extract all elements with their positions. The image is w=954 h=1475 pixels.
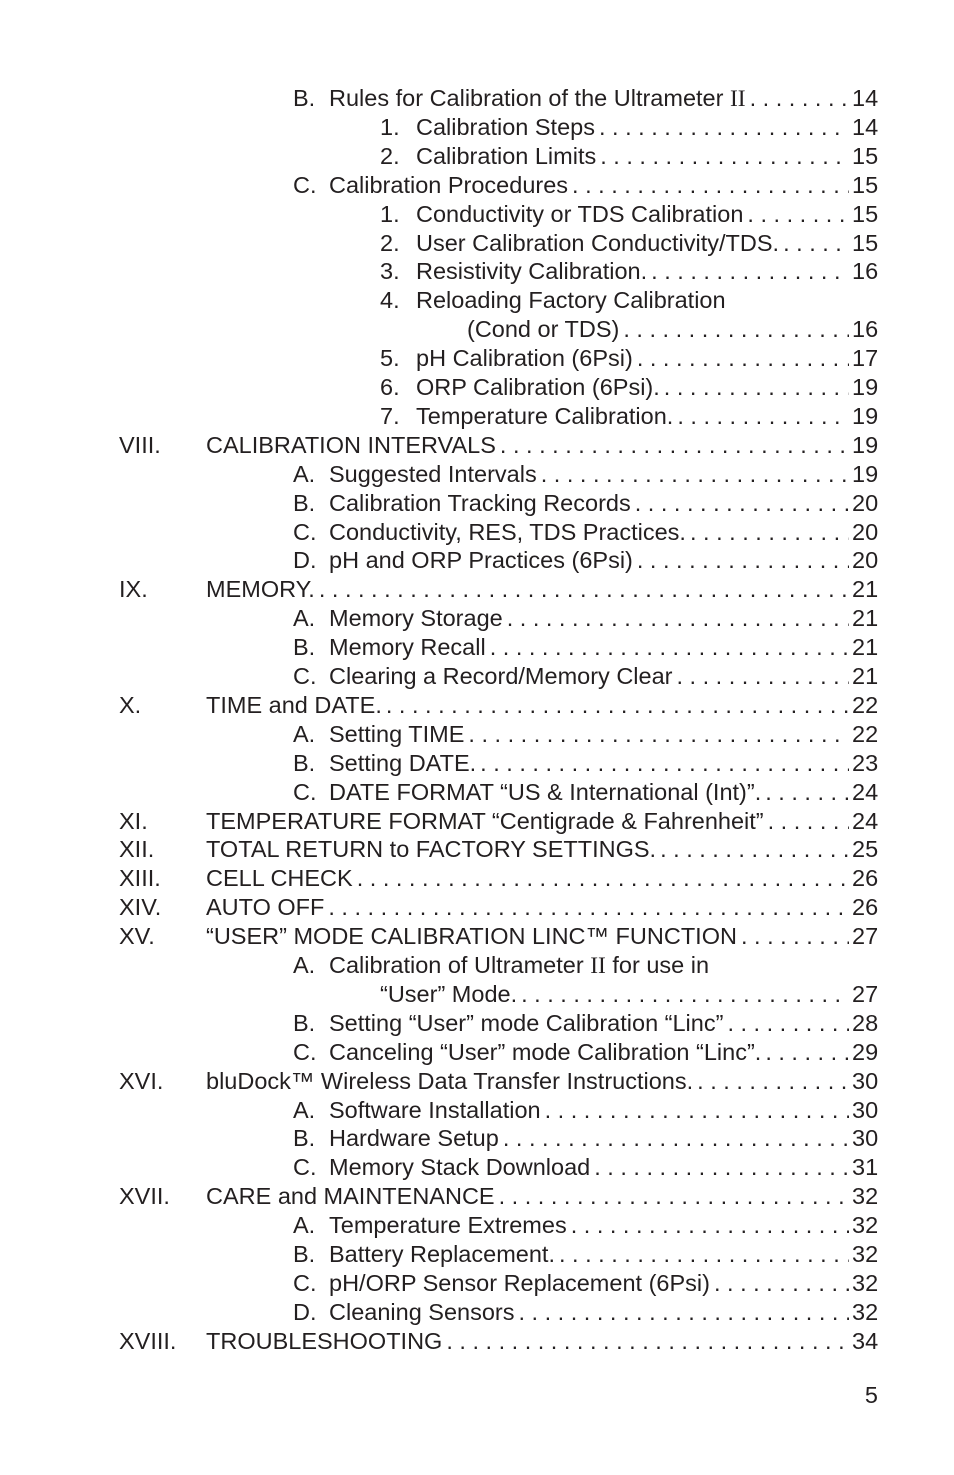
toc-entry-page: 20 — [852, 489, 879, 516]
dot-leader — [594, 1153, 849, 1182]
toc-entry-page: 27 — [852, 923, 879, 950]
toc-entry-title: Clearing a Record/Memory Clear — [329, 663, 673, 689]
dot-leader — [637, 344, 849, 373]
toc-entry-page: 25 — [852, 836, 879, 863]
toc-entry-title: CARE and MAINTENANCE — [206, 1183, 495, 1210]
toc-entry-number: A. — [293, 952, 316, 978]
toc-entry-page: 32 — [852, 1183, 879, 1210]
toc-entry[interactable] — [329, 1124, 878, 1153]
toc-entry-title: Calibration of Ultrameter II for use in — [329, 952, 710, 979]
toc-entry-number: B. — [293, 1009, 316, 1036]
toc-entry[interactable] — [416, 229, 878, 258]
toc-entry[interactable] — [329, 1211, 878, 1240]
toc-entry-number: VIII. — [119, 431, 161, 458]
toc-entry[interactable] — [329, 720, 878, 749]
toc-entry[interactable] — [329, 518, 878, 547]
dot-leader — [623, 315, 849, 344]
toc-entry[interactable] — [416, 200, 878, 229]
toc-entry-page: 24 — [852, 807, 879, 834]
toc-entry-number: XIV. — [119, 894, 162, 921]
toc-entry-page: 28 — [852, 1009, 879, 1036]
toc-entry-number: XII. — [119, 836, 155, 863]
dot-leader — [599, 113, 849, 142]
toc-entry[interactable] — [380, 980, 878, 1009]
toc-entry[interactable] — [329, 1009, 878, 1038]
page-number: 5 — [864, 1382, 878, 1408]
dot-leader — [676, 662, 849, 691]
dot-leader — [319, 575, 849, 604]
toc-entry-title: Calibration Procedures — [329, 171, 569, 198]
toc-entry[interactable] — [416, 344, 878, 373]
toc-entry-title: Calibration Tracking Records — [329, 489, 631, 516]
toc-entry-number: XVI. — [119, 1067, 164, 1094]
dot-leader — [651, 257, 849, 286]
toc-entry[interactable] — [206, 691, 878, 720]
toc-entry-title: “USER” MODE CALIBRATION LINC™ FUNCTION — [206, 923, 737, 950]
toc-entry-page: 24 — [852, 778, 879, 805]
toc-entry-page: 34 — [852, 1327, 879, 1354]
dot-leader — [499, 1182, 849, 1211]
toc-entry-number: A. — [293, 1096, 316, 1123]
toc-entry-title: Calibration Limits — [416, 142, 597, 169]
toc-entry-title: TOTAL RETURN to FACTORY SETTINGS. — [206, 836, 657, 863]
dot-leader — [572, 171, 849, 200]
toc-entry-number: XV. — [119, 923, 155, 950]
toc-entry-number: A. — [293, 605, 316, 632]
toc-entry[interactable] — [206, 1327, 878, 1356]
toc-entry-page: 14 — [852, 113, 879, 140]
toc-entry-number: C. — [293, 1038, 317, 1065]
toc-entry-title: Conductivity, RES, TDS Practices. — [329, 518, 686, 545]
toc-entry-number: C. — [293, 171, 317, 198]
toc-entry-number: B. — [293, 85, 316, 111]
dot-leader — [768, 807, 849, 836]
toc-entry-page: 15 — [852, 200, 879, 227]
toc-entry-number: XIII. — [119, 865, 161, 892]
dot-leader — [697, 1067, 849, 1096]
toc-entry-page: 16 — [852, 258, 879, 285]
toc-entry-number: 6. — [380, 374, 400, 400]
toc-entry[interactable] — [329, 633, 878, 662]
toc-entry-number: D. — [293, 547, 317, 574]
toc-entry[interactable] — [329, 1153, 878, 1182]
toc-entry-number: 7. — [380, 402, 400, 429]
toc-entry-page: 20 — [852, 547, 879, 574]
dot-leader — [765, 778, 849, 807]
toc-entry-page: 26 — [852, 865, 879, 892]
dot-leader — [637, 546, 849, 575]
toc-entry[interactable] — [206, 807, 878, 836]
toc-entry-number: XI. — [119, 807, 148, 834]
toc-entry-number: B. — [293, 634, 316, 661]
toc-entry[interactable] — [329, 1096, 878, 1125]
dot-leader — [664, 373, 849, 402]
toc-entry[interactable] — [329, 460, 878, 489]
toc-entry-title: pH and ORP Practices (6Psi) — [329, 547, 633, 574]
dot-leader — [519, 1298, 850, 1327]
toc-entry-title: Software Installation — [329, 1096, 541, 1123]
toc-entry-page: 17 — [852, 345, 879, 372]
toc-entry-number: B. — [293, 749, 316, 776]
toc-entry-number: D. — [293, 1298, 317, 1325]
dot-leader — [635, 489, 849, 518]
toc-entry-title: Temperature Extremes — [329, 1212, 567, 1239]
dot-leader — [765, 1038, 849, 1067]
toc-entry[interactable] — [329, 546, 878, 575]
toc-entry-page: 19 — [852, 460, 879, 487]
toc-entry-number: 2. — [380, 142, 400, 169]
toc-entry-title: Setting TIME — [329, 720, 465, 747]
toc-entry-title: TIME and DATE. — [206, 691, 382, 718]
dot-leader — [727, 1009, 849, 1038]
toc-entry-number: B. — [293, 1241, 316, 1267]
dot-leader — [541, 460, 849, 489]
toc-entry[interactable] — [416, 373, 878, 402]
toc-entry-title: Temperature Calibration. — [416, 402, 674, 429]
toc-entry-title: Memory Storage — [329, 605, 503, 632]
toc-entry-title: Cleaning Sensors — [329, 1298, 515, 1325]
toc-entry-title: “User” Mode. — [380, 980, 518, 1007]
toc-entry-number: 3. — [380, 258, 400, 285]
toc-entry[interactable] — [206, 922, 878, 951]
toc-entry[interactable] — [206, 431, 878, 460]
dot-leader — [507, 604, 849, 633]
toc-entry[interactable] — [206, 835, 878, 864]
toc-entry-number: 2. — [380, 229, 400, 256]
toc-entry-title: Hardware Setup — [329, 1125, 499, 1152]
toc-entry-page: 16 — [852, 316, 879, 343]
toc-entry-title: CELL CHECK — [206, 865, 353, 892]
toc-entry-title: pH Calibration (6Psi) — [416, 345, 633, 372]
dot-leader — [503, 1124, 849, 1153]
toc-entry[interactable] — [206, 1067, 878, 1096]
toc-entry-number: IX. — [119, 576, 148, 603]
toc-entry-number: C. — [293, 1269, 317, 1296]
toc-entry-title: Conductivity or TDS Calibration — [416, 200, 744, 227]
toc-entry[interactable] — [416, 286, 878, 315]
toc-entry-number: B. — [293, 1125, 316, 1152]
dot-leader — [690, 518, 849, 547]
toc-entry-page: 32 — [852, 1298, 879, 1325]
toc-entry-title: Rules for Calibration of the Ultrameter II — [329, 85, 746, 112]
toc-entry-title: pH/ORP Sensor Replacement (6Psi) — [329, 1269, 710, 1296]
toc-entry-page: 32 — [852, 1212, 879, 1239]
toc-entry-page: 21 — [852, 605, 879, 632]
toc-entry[interactable] — [206, 575, 878, 604]
toc-entry-number: XVII. — [119, 1183, 170, 1210]
dot-leader — [714, 1269, 849, 1298]
toc-entry-page: 22 — [852, 691, 879, 718]
toc-entry-title: CALIBRATION INTERVALS — [206, 431, 496, 458]
toc-entry[interactable] — [329, 778, 878, 807]
toc-entry-page: 14 — [852, 85, 879, 111]
toc-entry-page: 19 — [852, 402, 879, 429]
dot-leader — [750, 84, 849, 113]
dot-leader — [600, 142, 849, 171]
toc-entry-page: 21 — [852, 576, 879, 603]
toc-entry-page: 21 — [852, 634, 879, 661]
dot-leader — [490, 633, 849, 662]
toc-entry[interactable] — [329, 604, 878, 633]
dot-leader — [521, 980, 849, 1009]
dot-leader — [357, 864, 849, 893]
toc-entry-number: C. — [293, 778, 317, 805]
toc-entry-number: A. — [293, 1212, 316, 1239]
dot-leader — [677, 402, 849, 431]
dot-leader — [660, 835, 849, 864]
toc-entry-title: Setting DATE. — [329, 749, 477, 776]
dot-leader — [480, 749, 849, 778]
toc-entry-number: A. — [293, 460, 316, 487]
toc-entry-page: 31 — [852, 1154, 879, 1181]
toc-entry[interactable] — [416, 113, 878, 142]
toc-entry[interactable] — [206, 1182, 878, 1211]
toc-entry-title: Memory Recall — [329, 634, 486, 661]
toc-entry-page: 30 — [852, 1125, 879, 1152]
toc-entry-page: 27 — [852, 980, 879, 1007]
toc-entry[interactable] — [416, 402, 878, 431]
toc-entry-number: A. — [293, 720, 316, 747]
toc-entry[interactable] — [329, 489, 878, 518]
toc-entry-title: TROUBLESHOOTING — [206, 1327, 443, 1354]
toc-entry-title: Reloading Factory Calibration — [416, 287, 726, 314]
dot-leader — [747, 200, 849, 229]
toc-entry-title: (Cond or TDS) — [467, 316, 620, 343]
toc-entry[interactable] — [329, 951, 878, 980]
dot-leader — [386, 691, 849, 720]
toc-entry-page: 32 — [852, 1241, 879, 1267]
toc-entry-number: X. — [119, 691, 142, 718]
dot-leader — [741, 922, 849, 951]
toc-entry-title: TEMPERATURE FORMAT “Centigrade & Fahrenheit” — [206, 807, 764, 834]
dot-leader — [468, 720, 849, 749]
toc-entry-number: C. — [293, 518, 317, 545]
toc-entry-title: ORP Calibration (6Psi). — [416, 374, 660, 400]
dot-leader — [500, 431, 849, 460]
toc-entry-page: 30 — [852, 1067, 879, 1094]
toc-entry[interactable] — [206, 864, 878, 893]
toc-entry-number: XVIII. — [119, 1327, 177, 1354]
dot-leader — [559, 1240, 849, 1269]
toc-entry-title: Canceling “User” mode Calibration “Linc”. — [329, 1038, 762, 1065]
toc-entry[interactable] — [329, 1038, 878, 1067]
toc-entry-page: 30 — [852, 1096, 879, 1123]
toc-entry-page: 21 — [852, 663, 879, 689]
toc-entry-number: C. — [293, 1154, 317, 1181]
toc-entry-page: 20 — [852, 518, 879, 545]
dot-leader — [571, 1211, 849, 1240]
toc-entry-number: C. — [293, 663, 317, 689]
toc-entry-page: 19 — [852, 431, 879, 458]
toc-entry[interactable] — [416, 257, 878, 286]
toc-entry-page: 15 — [852, 171, 879, 198]
toc-entry-title: bluDock™ Wireless Data Transfer Instructions. — [206, 1067, 694, 1094]
toc-entry-page: 19 — [852, 374, 879, 400]
toc-entry[interactable] — [329, 1298, 878, 1327]
toc-entry[interactable] — [467, 315, 878, 344]
toc-entry-title: Resistivity Calibration. — [416, 258, 648, 285]
toc-entry[interactable] — [329, 662, 878, 691]
toc-entry-number: 1. — [380, 200, 400, 227]
toc-entry-number: 5. — [380, 345, 400, 372]
toc-entry-page: 32 — [852, 1269, 879, 1296]
toc-entry[interactable] — [329, 171, 878, 200]
dot-leader — [545, 1096, 849, 1125]
toc-entry-title: MEMORY. — [206, 576, 315, 603]
toc-entry[interactable] — [329, 84, 878, 113]
toc-entry-number: 4. — [380, 287, 400, 314]
toc-entry-title: AUTO OFF — [206, 894, 325, 921]
dot-leader — [783, 229, 849, 258]
toc-entry[interactable] — [329, 1269, 878, 1298]
toc-entry[interactable] — [416, 142, 878, 171]
toc-entry-title: Calibration Steps — [416, 113, 595, 140]
toc-entry-number: 1. — [380, 113, 400, 140]
toc-entry-title: Setting “User” mode Calibration “Linc” — [329, 1009, 724, 1036]
toc-entry[interactable] — [329, 749, 878, 778]
toc-entry-number: B. — [293, 489, 316, 516]
toc-entry-title: DATE FORMAT “US & International (Int)”. — [329, 778, 762, 805]
dot-leader — [446, 1327, 849, 1356]
toc-entry[interactable] — [329, 1240, 878, 1269]
toc-entry-page: 26 — [852, 894, 879, 921]
toc-entry[interactable] — [206, 893, 878, 922]
toc-entry-page: 22 — [852, 720, 879, 747]
toc-entry-page: 15 — [852, 142, 879, 169]
dot-leader — [328, 893, 849, 922]
toc-entry-title: User Calibration Conductivity/TDS. — [416, 229, 780, 256]
toc-entry-page: 15 — [852, 229, 879, 256]
toc-entry-page: 23 — [852, 749, 879, 776]
toc-entry-title: Battery Replacement. — [329, 1241, 555, 1267]
toc-entry-page: 29 — [852, 1038, 879, 1065]
toc-entry-title: Memory Stack Download — [329, 1154, 591, 1181]
toc-entry-title: Suggested Intervals — [329, 460, 537, 487]
